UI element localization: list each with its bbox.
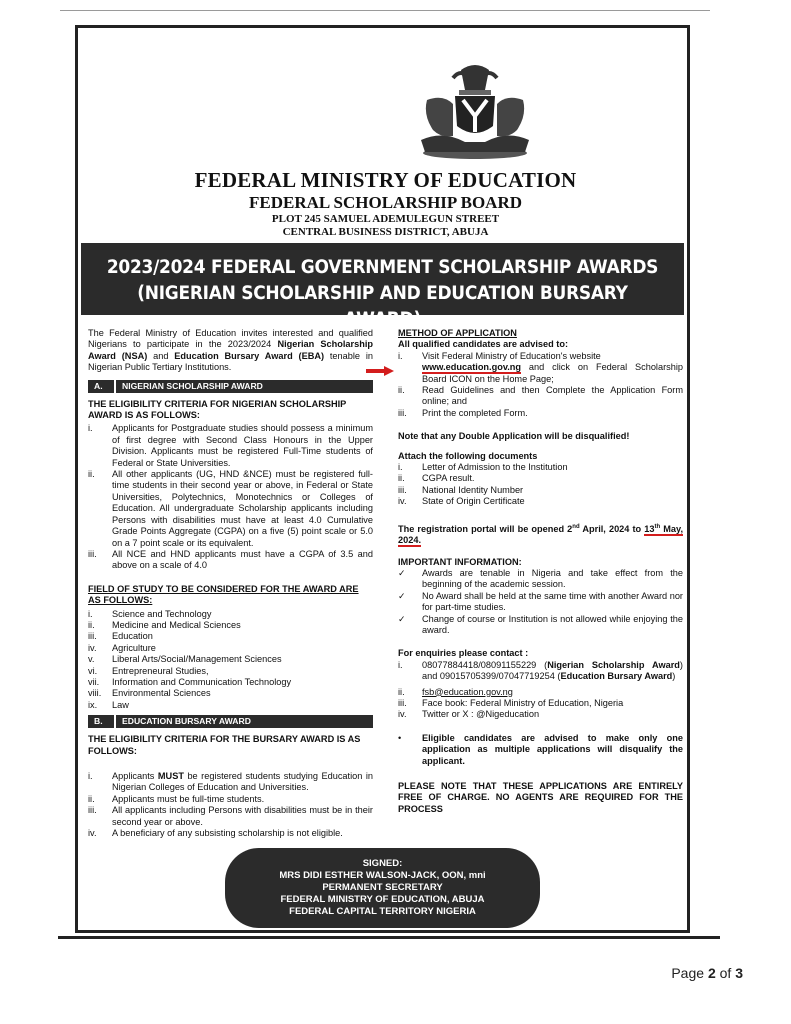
address-line-1: PLOT 245 SAMUEL ADEMULEGUN STREET — [271, 213, 500, 225]
ministry-title: FEDERAL MINISTRY OF EDUCATION — [194, 168, 577, 192]
website-link[interactable]: www.education.gov.ng — [422, 362, 522, 373]
left-column — [88, 328, 373, 843]
criteria-b-list — [88, 771, 373, 839]
list-item: i. Visit Federal Ministry of Education's website www.education.gov.ng and click on Federal Scholarship Board ICON on the Home Page; — [398, 351, 683, 385]
list-item: i. 08077884418/08091155229 (Nigerian Scholarship Award) and 09015705399/07047719254 (Education Bursary Award) — [398, 659, 683, 682]
attach-heading: Attach the following documents — [398, 450, 538, 461]
list-item: ✓ No Award shall be held at the same time with another Award nor for part-time studies. — [398, 590, 683, 613]
check-icon: ✓ — [398, 590, 406, 601]
registration-dates: The registration portal will be opened 2nd April, 2024 to 13th May, 2024. — [398, 523, 684, 546]
important-list — [398, 568, 683, 636]
field-of-study-heading: FIELD OF STUDY TO BE CONSIDERED FOR THE AWARD ARE AS FOLLOWS: — [88, 583, 359, 606]
criteria-a-heading: THE ELIGIBILITY CRITERIA FOR NIGERIAN SCHOLARSHIP AWARD IS AS FOLLOWS: — [88, 398, 347, 421]
signed-label: SIGNED: — [362, 858, 403, 869]
list-item: iii. National Identity Number — [398, 484, 524, 495]
list-item: viii. Environmental Sciences — [88, 688, 211, 699]
list-item: v. Liberal Arts/Social/Management Sciences — [88, 654, 282, 665]
list-item: ✓ Change of course or Institution is not allowed while enjoying the award. — [398, 613, 683, 635]
red-arrow-icon — [366, 366, 394, 376]
list-item: ix. Law — [88, 699, 129, 710]
list-item: ii. Medicine and Medical Sciences — [88, 619, 241, 630]
page-number: Page 2 of 3 — [671, 965, 743, 981]
banner-line-1: 2023/2024 FEDERAL GOVERNMENT SCHOLARSHIP AWARDS — [106, 257, 659, 278]
list-item: iii. Print the completed Form. — [398, 407, 528, 418]
free-of-charge-note: PLEASE NOTE THAT THESE APPLICATIONS ARE ENTIRELY FREE OF CHARGE. NO AGENTS ARE REQUIRED FOR THE PROCESS — [398, 781, 683, 814]
check-icon: ✓ — [398, 613, 406, 624]
list-item: iv. Twitter or X : @Nigeducation — [398, 709, 540, 720]
signatory-territory: FEDERAL CAPITAL TERRITORY NIGERIA — [289, 906, 476, 917]
list-item: vii. Information and Communication Technology — [88, 676, 292, 687]
signatory-name: MRS DIDI ESTHER WALSON-JACK, OON, mni — [279, 870, 486, 881]
coat-of-arms-icon — [413, 60, 537, 160]
important-heading: IMPORTANT INFORMATION: — [398, 556, 522, 567]
bottom-rule — [58, 936, 720, 939]
list-item: i. Applicants for Postgraduate studies should possess a minimum of first degree with Second Class Honours in the Upper Division. Applicants must be registered Full-Time students of Federal or State Universities. — [88, 423, 373, 468]
banner-line-2: (NIGERIAN SCHOLARSHIP AND EDUCATION BURSARY AWARD) — [137, 283, 628, 330]
intro-paragraph: The Federal Ministry of Education invites interested and qualified Nigerians to participate in the 2023/2024 Nigerian Scholarship Award (NSA) and Education Bursary Award (EBA) tenable in Nigerian Public Tertiary Institutions. — [88, 328, 374, 373]
right-column — [398, 328, 683, 815]
bullet-note — [398, 733, 683, 767]
criteria-b-heading: THE ELIGIBILITY CRITERIA FOR THE BURSARY AWARD IS AS FOLLOWS: — [88, 734, 361, 756]
list-item: iii. All NCE and HND applicants must have a CGPA of 3.5 and above on a scale of 4.0 — [88, 548, 373, 571]
list-item: iii. All applicants including Persons with disabilities must be in their second year or above. — [88, 805, 373, 827]
list-item: vi. Entrepreneural Studies, — [88, 665, 209, 676]
double-application-note: Note that any Double Application will be disqualified! — [398, 431, 630, 442]
section-b-bar: B. EDUCATION BURSARY AWARD — [88, 715, 373, 728]
section-a-bar: A. NIGERIAN SCHOLARSHIP AWARD — [88, 380, 373, 393]
title-banner — [81, 243, 684, 330]
list-item: ii. All other applicants (UG, HND &NCE) must be registered full-time students in their second year or above, in Federal or State Universities, Polytechnics, Monotechnics or Colleges of Education. All undergraduate Scholarship applicants including Persons with disabilities must have at least 4.0 Cumulative Grade Points Aggregate (CGPA) on a five (5) point scale or 5.0 on a 7 point scale or its equivalent. — [88, 469, 373, 548]
method-subheading: All qualified candidates are advised to: — [398, 339, 569, 350]
field-of-study-list — [88, 609, 373, 712]
attachments-list — [398, 462, 683, 508]
list-item: iii. Face book: Federal Ministry of Education, Nigeria — [398, 698, 624, 709]
address-line-2: CENTRAL BUSINESS DISTRICT, ABUJA — [282, 226, 489, 238]
signatory-title: PERMANENT SECRETARY — [322, 882, 443, 893]
list-item: ii. Read Guidelines and then Complete the Application Form online; and — [398, 385, 683, 407]
list-item: iv. A beneficiary of any subsisting scholarship is not eligible. — [88, 828, 343, 839]
list-item: iv. State of Origin Certificate — [398, 496, 525, 507]
list-item: iv. Agriculture — [88, 642, 156, 653]
notice-frame — [75, 25, 690, 933]
list-item: ii. Applicants must be full-time students. — [88, 793, 265, 804]
signature-box — [225, 848, 540, 928]
list-item: i. Science and Technology — [88, 608, 212, 619]
list-item: i. Letter of Admission to the Institution — [398, 462, 568, 473]
method-list — [398, 351, 683, 419]
list-item: ii. CGPA result. — [398, 473, 475, 484]
board-title: FEDERAL SCHOLARSHIP BOARD — [249, 193, 522, 212]
signatory-org: FEDERAL MINISTRY OF EDUCATION, ABUJA — [280, 894, 485, 905]
criteria-a-list — [88, 423, 373, 571]
list-item: ii. fsb@education.gov.ng — [398, 687, 683, 698]
top-rule — [60, 10, 710, 11]
method-heading: METHOD OF APPLICATION — [398, 328, 517, 338]
enquiries-list — [398, 660, 683, 721]
enquiries-heading: For enquiries please contact : — [398, 648, 529, 659]
list-item: ✓ Awards are tenable in Nigeria and take effect from the beginning of the academic session. — [398, 567, 683, 590]
list-item: • Eligible candidates are advised to make only one application as multiple applications will disqualify the applicant. — [398, 732, 683, 766]
email-link[interactable]: fsb@education.gov.ng — [422, 686, 513, 697]
list-item: i. Applicants MUST be registered students studying Education in Nigerian Colleges of Education and Universities. — [88, 771, 373, 793]
list-item: iii. Education — [88, 631, 153, 642]
check-icon: ✓ — [398, 567, 406, 578]
